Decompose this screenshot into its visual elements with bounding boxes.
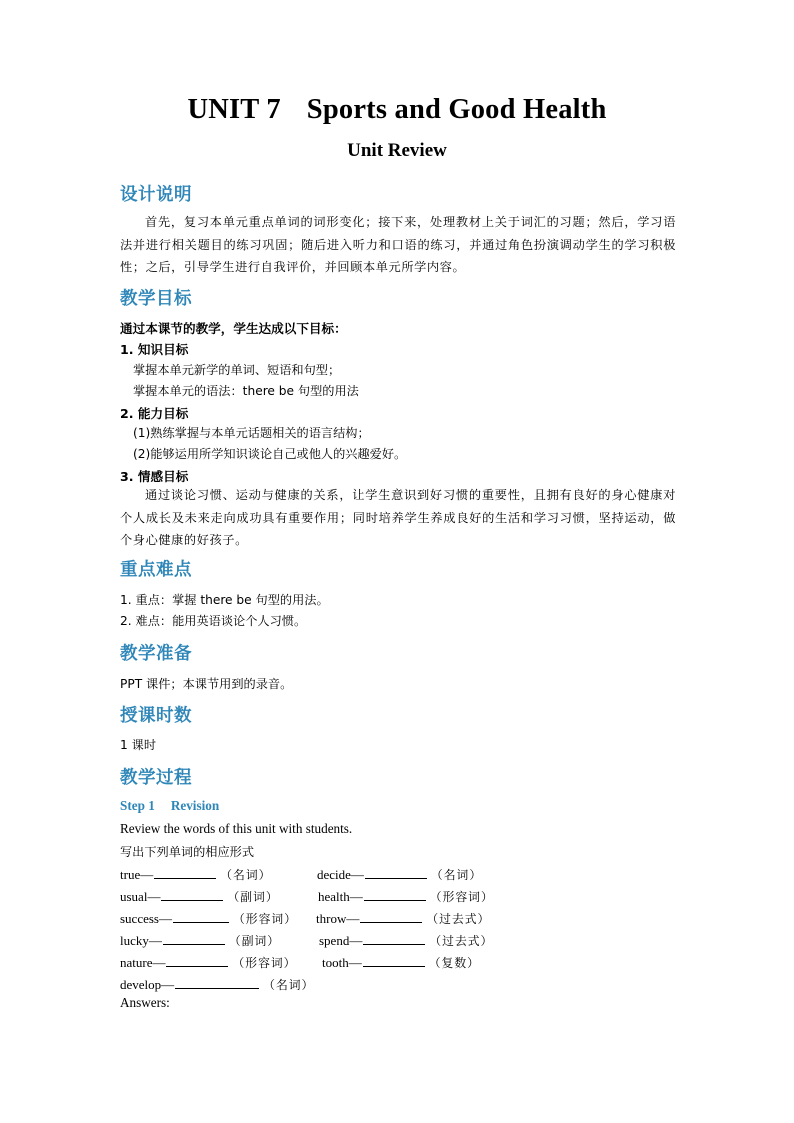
answer-blank[interactable] <box>154 866 216 879</box>
answer-blank[interactable] <box>360 910 422 923</box>
exercise-item <box>120 932 280 949</box>
exercise-dash: — <box>348 955 362 970</box>
heading-keypoints: 重点难点 <box>120 560 192 580</box>
exercise-dash: — <box>152 955 166 970</box>
exercise-item <box>322 954 480 971</box>
ability-item: (2)能够运用所学知识谈论自己或他人的兴趣爱好。 <box>133 447 407 461</box>
answer-blank[interactable] <box>363 932 425 945</box>
exercise-word: decide <box>317 867 351 882</box>
answer-blank[interactable] <box>365 866 427 879</box>
exercise-word: true <box>120 867 141 882</box>
exercise-item <box>319 932 493 949</box>
answers-label: Answers: <box>120 995 170 1010</box>
keypoint-item: 1. 重点：掌握 there be 句型的用法。 <box>120 593 329 607</box>
heading-process: 教学过程 <box>120 768 192 788</box>
exercise-hint: （名词） <box>430 868 483 882</box>
exercise-hint: （过去式） <box>429 934 494 948</box>
exercise-dash: — <box>147 889 161 904</box>
exercise-word: develop <box>120 977 162 992</box>
answer-blank[interactable] <box>161 888 223 901</box>
emotion-title: 3. 情感目标 <box>120 469 189 484</box>
exercise-hint: （形容词） <box>233 912 297 926</box>
design-paragraph: 首先，复习本单元重点单词的词形变化；接下来，处理教材上关于词汇的习题；然后，学习语法并进行相关题目的练习巩固；随后进入听力和口语的练习，并通过角色扮演调动学生的学习积极性；之后，引导学生进行自我评价，并回顾本单元所学内容。 <box>120 215 676 274</box>
exercise-dash: — <box>161 977 175 992</box>
exercise-hint: （形容词） <box>232 956 297 970</box>
keypoint-item: 2. 难点：能用英语谈论个人习惯。 <box>120 614 307 628</box>
exercise-item <box>316 910 490 927</box>
exercise-word: throw <box>316 911 347 926</box>
exercise-dash: — <box>148 933 162 948</box>
exercise-dash: — <box>346 911 360 926</box>
heading-prep: 教学准备 <box>120 644 192 664</box>
heading-hours: 授课时数 <box>120 706 192 726</box>
exercise-dash: — <box>140 867 154 882</box>
answer-blank[interactable] <box>173 910 229 923</box>
exercise-item <box>120 910 297 927</box>
answer-blank[interactable] <box>166 954 228 967</box>
exercise-word: health <box>318 889 350 904</box>
exercise-hint: （过去式） <box>426 912 491 926</box>
step-heading <box>120 798 219 814</box>
step-number: Step 1 <box>120 798 155 813</box>
exercise-word: spend <box>319 933 350 948</box>
page-subtitle: Unit Review <box>347 140 447 161</box>
answer-blank[interactable] <box>175 976 259 989</box>
ability-title: 2. 能力目标 <box>120 406 189 421</box>
exercise-hint: （副词） <box>227 890 279 904</box>
title-topic: Sports and Good Health <box>306 94 607 125</box>
ability-item: (1)熟练掌握与本单元话题相关的语言结构； <box>133 426 370 440</box>
step-name: Revision <box>170 798 220 813</box>
answer-blank[interactable] <box>163 932 225 945</box>
answer-blank[interactable] <box>364 888 426 901</box>
exercise-hint: （副词） <box>228 934 281 948</box>
exercise-hint: （形容词） <box>429 890 494 904</box>
page-title <box>0 94 794 126</box>
title-unit: UNIT 7 <box>187 94 281 125</box>
exercise-hint: （名词） <box>220 868 272 882</box>
exercise-item <box>120 888 279 905</box>
exercise-dash: — <box>159 911 172 926</box>
knowledge-title: 1. 知识目标 <box>120 342 189 357</box>
answer-blank[interactable] <box>363 954 425 967</box>
emotion-paragraph: 通过谈论习惯、运动与健康的关系，让学生意识到好习惯的重要性，且拥有良好的身心健康对个人成长及未来走向成功具有重要作用；同时培养学生养成良好的生活和学习习惯，坚持运动，做个身心健康的好孩子。 <box>120 488 676 547</box>
exercise-word: tooth <box>322 955 349 970</box>
exercise-dash: — <box>350 867 364 882</box>
exercise-dash: — <box>349 889 363 904</box>
exercise-item <box>120 976 314 993</box>
exercise-word: usual <box>120 889 148 904</box>
exercise-word: lucky <box>120 933 149 948</box>
hours-text: 1 课时 <box>120 738 157 752</box>
prep-text: PPT 课件；本课节用到的录音。 <box>120 677 293 691</box>
knowledge-item: 掌握本单元的语法：there be 句型的用法 <box>133 384 359 398</box>
exercise-item <box>120 866 271 883</box>
goals-intro: 通过本课节的教学，学生达成以下目标： <box>120 321 347 336</box>
exercise-item <box>318 888 494 905</box>
review-instruction: Review the words of this unit with students. <box>120 821 353 836</box>
exercise-item <box>317 866 482 883</box>
exercise-word: success <box>120 911 159 926</box>
heading-goals: 教学目标 <box>120 289 192 309</box>
exercise-item <box>120 954 296 971</box>
heading-design: 设计说明 <box>120 185 192 205</box>
exercise-hint: （复数） <box>428 956 480 970</box>
exercise-word: nature <box>120 955 153 970</box>
exercise-instruction: 写出下列单词的相应形式 <box>120 845 255 859</box>
knowledge-item: 掌握本单元新学的单词、短语和句型； <box>133 363 341 377</box>
exercise-dash: — <box>349 933 363 948</box>
exercise-hint: （名词） <box>263 978 315 992</box>
